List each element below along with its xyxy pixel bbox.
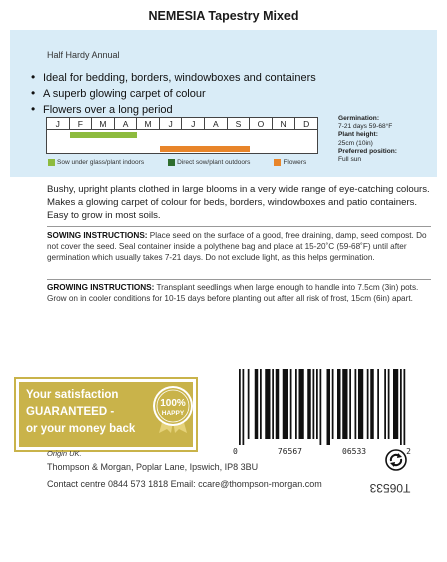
growing-instructions: GROWING INSTRUCTIONS: Transplant seedlings when large enough to handle into 7.5cm (3in) pots. Grow on in cooler conditions for 10-15 days before planting out after all risk of frost, 15cm (6in) apart. xyxy=(47,283,419,303)
month-9: S xyxy=(228,118,251,129)
barcode-bar xyxy=(307,369,311,439)
month-10: O xyxy=(250,118,273,129)
barcode-bar xyxy=(295,369,297,439)
barcode-digits: 0 76567 06533 2 xyxy=(233,447,411,456)
barcode-bar xyxy=(290,369,292,439)
barcode-bar xyxy=(370,369,374,439)
barcode-bar xyxy=(393,369,398,439)
svg-text:100%: 100% xyxy=(160,398,186,409)
germination-label: Germination: xyxy=(338,115,380,122)
guarantee-badge xyxy=(14,377,198,452)
barcode-bar xyxy=(283,369,288,439)
feature-item: • Flowers over a long period xyxy=(31,102,173,116)
legend-direct-sow: Direct sow/plant outdoors xyxy=(168,159,250,166)
divider xyxy=(47,226,431,227)
month-5: M xyxy=(137,118,160,129)
barcode-bar xyxy=(248,369,250,439)
flowers-bar xyxy=(160,146,250,152)
barcode-bar xyxy=(260,369,262,439)
position-label: Preferred position: xyxy=(338,147,397,155)
barcode xyxy=(239,369,407,445)
barcode-bar xyxy=(316,369,318,439)
description: Bushy, upright plants clothed in large blooms in a very wide range of eye-catching colours. Makes a glowing carpet of colour for beds, borders, windowboxes and patio containers. Easy to grow in most soils. xyxy=(47,184,430,221)
barcode-bar xyxy=(327,369,331,445)
contact-info: Contact centre 0844 573 1818 Email: ccare@thompson-morgan.com xyxy=(47,479,322,489)
svg-text:HAPPY: HAPPY xyxy=(161,410,185,417)
guarantee-line: or your money back xyxy=(26,423,136,435)
growing-info xyxy=(338,115,435,164)
sowing-instructions: SOWING INSTRUCTIONS: Place seed on the surface of a good, free draining, damp, seed compost. Do not cover the seed. Seal container inside a polythene bag and place at 15-20˚C (59-68˚F) until after germination which usually takes 7-21 days. Do not exclude light, as this helps germination. xyxy=(47,231,427,262)
barcode-bar xyxy=(255,369,259,439)
origin: Origin UK. xyxy=(47,449,82,458)
barcode-bar xyxy=(239,369,241,445)
month-8: A xyxy=(205,118,228,129)
legend-flowers: Flowers xyxy=(274,159,306,166)
barcode-bar xyxy=(337,369,341,439)
barcode-bar xyxy=(320,369,322,445)
product-code: T06533 xyxy=(369,481,411,495)
barcode-bar xyxy=(355,369,357,439)
feature-list xyxy=(31,70,316,118)
plant-type: Half Hardy Annual xyxy=(47,50,120,60)
germination-value: 7-21 days 59-68°F xyxy=(338,123,393,131)
height-value: 25cm (10in) xyxy=(338,139,373,147)
month-row xyxy=(47,118,317,130)
barcode-bar xyxy=(400,369,402,445)
product-title: NEMESIA Tapestry Mixed xyxy=(148,9,299,23)
month-6: J xyxy=(160,118,183,129)
month-7: J xyxy=(182,118,205,129)
happy-seal-icon xyxy=(149,385,197,433)
month-2: F xyxy=(70,118,93,129)
barcode-bar xyxy=(342,369,347,439)
barcode-bar xyxy=(332,369,334,439)
barcode-bar xyxy=(272,369,274,439)
barcode-bar xyxy=(388,369,390,439)
month-1: J xyxy=(47,118,70,129)
guarantee-line: Your satisfaction xyxy=(26,389,119,401)
barcode-bar xyxy=(243,369,245,445)
height-label: Plant height: xyxy=(338,131,378,139)
barcode-bar xyxy=(349,369,351,439)
month-12: D xyxy=(303,119,310,129)
feature-item: • Ideal for bedding, borders, windowboxes and containers xyxy=(31,70,316,84)
barcode-bar xyxy=(367,369,369,439)
barcode-bar xyxy=(404,369,406,445)
barcode-bar xyxy=(384,369,386,439)
barcode-bar xyxy=(276,369,280,439)
barcode-bar xyxy=(265,369,270,439)
company-address: Thompson & Morgan, Poplar Lane, Ipswich, IP8 3BU xyxy=(47,462,259,472)
legend-sow-indoors: Sow under glass/plant indoors xyxy=(48,159,144,166)
recycle-icon xyxy=(385,449,407,471)
barcode-bar xyxy=(358,369,363,439)
barcode-bar xyxy=(377,369,379,439)
feature-item: • A superb glowing carpet of colour xyxy=(31,86,206,100)
divider xyxy=(47,279,431,280)
barcode-bar xyxy=(313,369,315,439)
sowing-calendar xyxy=(46,117,318,154)
month-4: A xyxy=(115,118,138,129)
sow-indoors-bar xyxy=(70,132,138,138)
month-3: M xyxy=(92,118,115,129)
position-value: Full sun xyxy=(338,156,362,164)
month-11: N xyxy=(273,118,296,129)
calendar-legend xyxy=(48,159,318,166)
barcode-bar xyxy=(299,369,304,439)
guarantee-line: GUARANTEED - xyxy=(26,406,115,418)
